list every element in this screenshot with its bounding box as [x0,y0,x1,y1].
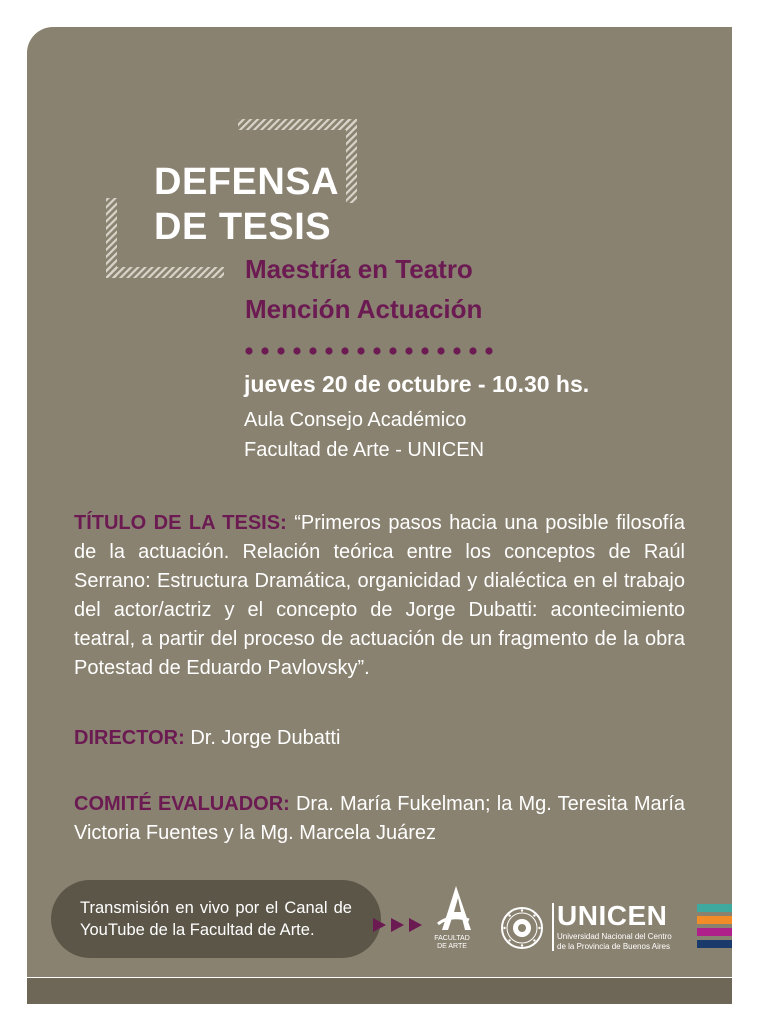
event-venue: Facultad de Arte - UNICEN [244,439,485,461]
unicen-sub-line-1: Universidad Nacional del Centro [557,932,672,941]
subtitle-line-1: Maestría en Teatro [245,254,473,284]
stream-notice-text: Transmisión en vivo por el Canal de YouTube de la Facultad de Arte. [80,899,352,939]
unicen-separator [552,903,554,951]
unicen-sub-line-2: de la Provincia de Buenos Aires [557,941,670,951]
arte-logo-line-1: FACULTAD [434,935,470,942]
dotted-divider [244,345,500,357]
committee-paragraph [74,790,685,848]
unicen-logo-subtitle [557,932,672,951]
committee-label: COMITÉ EVALUADOR: [74,793,290,815]
footer-strip [27,978,732,1004]
title-line-2: DE TESIS [154,206,332,248]
stream-notice [51,880,381,958]
color-stripes-icon [697,904,732,950]
title-line-1: DEFENSA [154,161,340,203]
director-label: DIRECTOR: [74,727,185,749]
unicen-logo-name: UNICEN [557,900,668,931]
thesis-title-paragraph [74,509,685,683]
thesis-title-text: “Primeros pasos hacia una posible filosofía de la actuación. Relación teórica entre los conceptos de Raúl Serrano: Estructura Dramática, organicidad y dialéctica en el trabajo del actor/actriz y el concepto de Jorge Dubatti: acontecimiento teatral, a partir del proceso de actuación de un fragmento de la obra Potestad de Eduardo Pavlovsky”. [74,512,686,679]
thesis-title-label: TÍTULO DE LA TESIS: [74,512,287,534]
event-date-time: jueves 20 de octubre - 10.30 hs. [244,371,590,397]
facultad-arte-logo-text [432,935,472,951]
director-paragraph [74,724,685,753]
committee-members: Dra. María Fukelman; la Mg. Teresita María Victoria Fuentes y la Mg. Marcela Juárez [74,793,685,844]
arrows-icon [373,917,429,933]
subtitle-line-2: Mención Actuación [245,294,483,324]
facultad-arte-logo-icon [436,884,472,936]
event-room: Aula Consejo Académico [244,409,467,431]
page-title [154,160,339,250]
arte-logo-line-2: DE ARTE [437,943,467,950]
director-name: Dr. Jorge Dubatti [190,727,341,749]
unicen-seal-icon [500,906,544,950]
